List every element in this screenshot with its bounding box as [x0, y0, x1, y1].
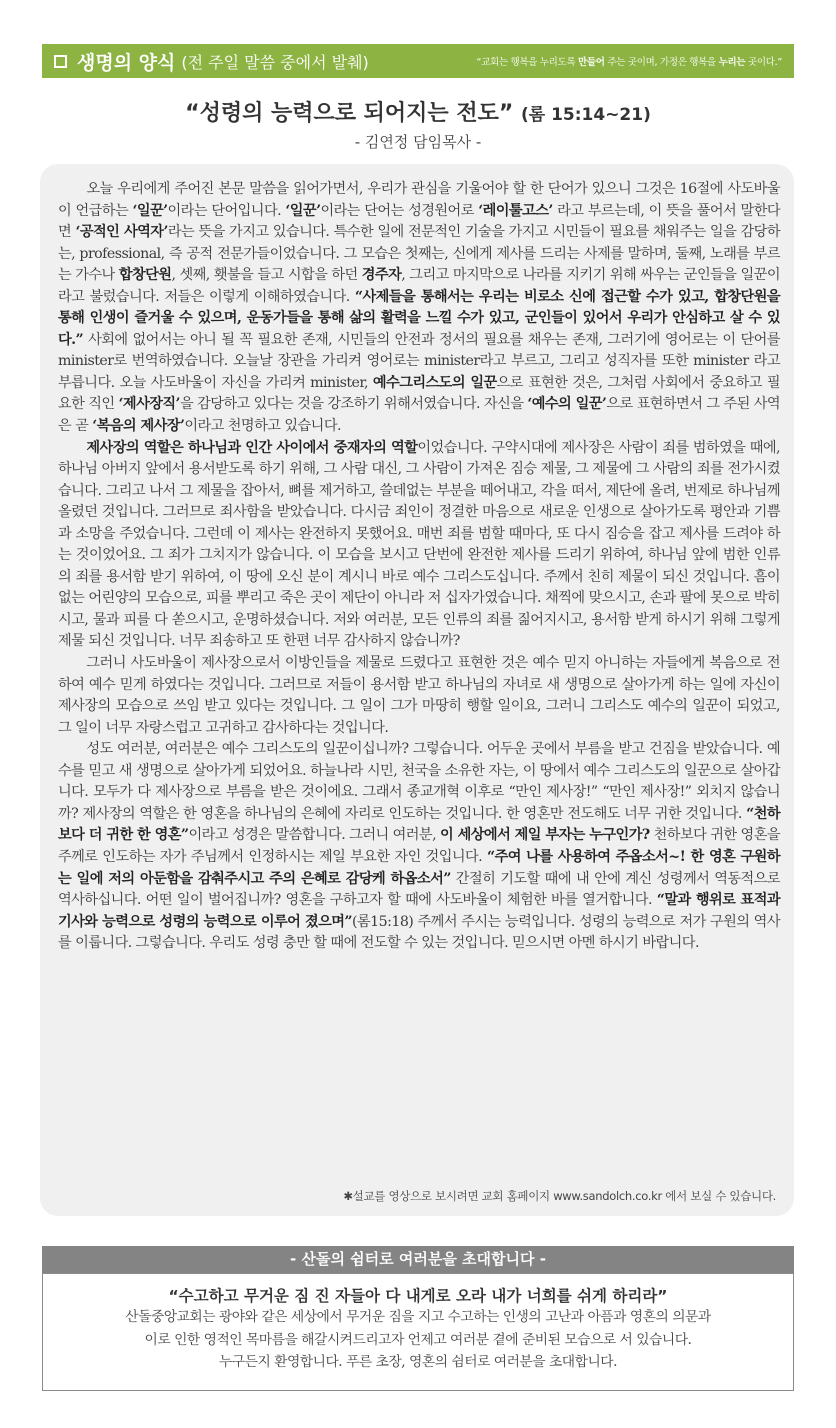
section-subtitle: (전 주일 말씀 중에서 발췌): [181, 52, 369, 72]
invite-box: [42, 1273, 794, 1391]
sermon-paragraph: [58, 739, 780, 954]
sermon-body: [40, 164, 794, 1216]
body-text: , 그리고 마지막으로 나라를 지키기 위해 싸우는 군인들을 일꾼이라고 불렀습니다. 저들은 이렇게 이해하였습니다.: [58, 267, 780, 305]
emphasis-text: “주여 나를 사용하여 주옵소서~! 한 영혼 구원하는 일에 저의 아둔함을 감춰주시고 주의 은혜로 감당케 하옵소서”: [58, 848, 780, 887]
sermon-paragraph: [58, 179, 780, 438]
header-tagline: “교회는 행복을 누리도록 만들어 주는 곳이며, 가정은 행복을 누리는 곳이다.”: [476, 57, 782, 68]
body-text: 성도 여러분, 여러분은 예수 그리스도의 일꾼이십니까? 그렇습니다. 어두운 곳에서 부름을 받고 건짐을 받았습니다. 예수를 믿고 새 생명으로 살아가게 되었어요. 하늘나라 시민, 천국을 소유한 자는, 이 땅에서 예수 그리스도의 일꾼으로 살아갑니다. 모두가 다 제사장으로 부름을 받은 것이에요. 그래서 종교개혁 이후로 “만인 제사장!” “만인 제사장!” 외치지 않습니까? 제사장의 역할은 한 영혼을 하나님의 은혜에 자리로 인도하는 것입니다. 한 영혼만 전도해도 너무 귀한 것입니다.: [58, 741, 780, 822]
emphasis-text: ‘제사장직’: [118, 396, 180, 413]
body-text: 으로 표현한 것은, 그처럼 사회에서 중요하고 필요한 직인: [58, 374, 781, 413]
body-text: (롬15:18) 주께서 주시는 능력입니다. 성령의 능력으로 저가 구원의 역사를 이룹니다. 그렇습니다. 우리도 성령 충만 할 때에 전도할 수 있는 것입니다. 믿으시면 아멘 하시기 바랍니다.: [58, 913, 780, 952]
body-text: 오늘 우리에게 주어진 본문 말씀을 읽어가면서, 우리가 관심을 기울어야 할 한 단어가 있으니 그것은 16절에 사도바울이 언급하는: [58, 181, 780, 219]
body-text: , 셋째, 횃불을 들고 시합을 하던: [171, 267, 362, 284]
preacher-name: - 김연정 담임목사 -: [354, 133, 482, 151]
section-title: 생명의 양식: [77, 51, 176, 74]
sermon-paragraph: [58, 438, 780, 653]
emphasis-text: “말과 행위로 표적과 기사와 능력으로 성령의 능력으로 이루어 졌으며”: [58, 892, 780, 930]
body-text: 이라고 천명하고 있습니다.: [184, 418, 341, 435]
body-text: 라고 부르는데, 이 뜻을 풀어서 말한다면: [58, 202, 781, 241]
emphasis-text: ‘일꾼’: [285, 202, 321, 219]
invite-line: 누구든지 환영합니다. 푸른 초장, 영혼의 쉼터로 여러분을 초대합니다.: [218, 1354, 618, 1370]
sermon-title: [0, 96, 836, 127]
emphasis-text: “천하보다 더 귀한 한 영혼”: [58, 805, 780, 844]
invite-heading: - 산돌의 쉼터로 여러분을 초대합니다 -: [42, 1246, 794, 1273]
video-link-note: ✱설교를 영상으로 보시려면 교회 홈페이지 www.sandolch.co.kr 에서 보실 수 있습니다.: [343, 1189, 776, 1203]
square-bullet-icon: [54, 55, 67, 68]
emphasis-text: 합창단원: [118, 267, 172, 284]
emphasis-text: “사제들을 통해서는 우리는 비로소 신에 접근할 수가 있고, 합창단원을 통해 인생이 즐거울 수 있으며, 운동가들을 통해 삶의 활력을 느낄 수가 있고, 군인들이 있어서 우리가 안심하고 살 수 있다.”: [58, 288, 780, 348]
sermon-title-text: “성령의 능력으로 되어지는 전도”: [185, 101, 514, 126]
body-text: 이라는 단어는 성경원어로: [320, 202, 479, 219]
emphasis-text: 예수그리스도의 일꾼: [372, 374, 497, 391]
emphasis-text: ‘레이툴고스’: [478, 202, 553, 219]
scripture-reference: (롬 15:14~21): [520, 105, 651, 125]
invite-line: 이로 인한 영적인 목마름을 해갈시켜드리고자 언제고 여러분 곁에 준비된 모습으로 서 있습니다.: [144, 1331, 692, 1348]
emphasis-text: ‘공적인 사역자’: [75, 224, 168, 241]
emphasis-text: 경주자: [361, 267, 402, 284]
body-text: 을 감당하고 있다는 것을 강조하기 위해서였습니다. 자신을: [179, 396, 528, 413]
body-text: 이라고 성경은 말씀합니다. 그러니 여러분,: [188, 827, 441, 844]
sermon-paragraph: [58, 653, 780, 739]
body-text: 간절히 기도할 때에 내 안에 계신 성령께서 역동적으로 역사하십니다. 어떤 일이 벌어집니까? 영혼을 구하고자 할 때에 사도바울이 체험한 바를 열거합니다.: [58, 870, 781, 909]
body-text: 이었습니다. 구약시대에 제사장은 사람이 죄를 범하였을 때에, 하나님 아버지 앞에서 용서받도록 하기 위해, 그 사람 대신, 그 사람이 가져온 짐승 제물, 그 제물에 그 사람의 죄를 전가시켰습니다. 그리고 나서 그 제물을 잡아서, 뼈를 제거하고, 쓸데없는 부분을 떼어내고, 각을 떠서, 제단에 올려, 번제로 하나님께 올렸던 것입니다. 그러므로 죄사함을 받았습니다. 다시금 죄인이 정결한 마음으로 새로운 인생으로 살아가도록 평안과 기쁨과 소망을 주었습니다. 그런데 이 제사는 완전하지 못했어요. 매번 죄를 범할 때마다, 또 다시 짐승을 잡고 제사를 드려야 하는 것이었어요. 그 죄가 그치지가 않습니다. 이 모습을 보시고 단번에 완전한 제사를 드리기 위하여, 하나님 앞에 범한 인류의 죄를 용서함 받기 위하여, 이 땅에 오신 분이 계시니 바로 예수 그리스도십니다. 주께서 친히 제물이 되신 것입니다. 흠이 없는 어린양의 모습으로, 피를 뿌리고 죽은 곳이 제단이 아니라 저 십자가였습니다. 채찍에 맞으시고, 손과 팔에 못으로 박히시고, 물과 피를 다 쏟으시고, 운명하셨습니다. 저와 여러분, 모든 인류의 죄를 짊어지시고, 용서함 받게 하시기 위해 그렇게 제물 되신 것입니다. 너무 죄송하고 또 한편 너무 감사하지 않습니까?: [58, 439, 781, 650]
section-header-bar: [42, 44, 794, 78]
emphasis-text: ‘복음의 제사장’: [92, 418, 185, 435]
body-text: 이라는 단어입니다.: [167, 202, 286, 219]
invite-line: 산돌중앙교회는 광야와 같은 세상에서 무거운 짐을 지고 수고하는 인생의 고난과 아픔과 영혼의 의문과: [125, 1309, 711, 1325]
body-text: 천하보다 귀한 영혼을 주께로 인도하는 자가 주님께서 인정하시는 제일 부요한 자인 것입니다.: [58, 827, 780, 865]
body-text: 그러니 사도바울이 제사장으로서 이방인들을 제물로 드렸다고 표현한 것은 예수 믿지 아니하는 자들에게 복음으로 전하여 예수 믿게 하였다는 것입니다. 그러므로 저들이 용서함 받고 하나님의 자녀로 새 생명으로 살아가게 하는 일에 자신이 제사장의 모습으로 쓰임 받고 있다는 것입니다. 그 일이 그가 마땅히 행할 일이요, 그러니 그리스도 예수의 일꾼이 되었고, 그 일이 너무 자랑스럽고 고귀하고 감사하다는 것입니다.: [58, 655, 780, 736]
body-text: 라는 뜻을 가지고 있습니다. 특수한 일에 전문적인 기술을 가지고 시민들이 필요를 채워주는 일을 감당하는, professional, 즉 공적 전문가들이었습니다. 그 모습은 첫째는, 신에게 제사를 드리는 사제를 말하며, 둘째, 노래를 부르는 가수나: [58, 224, 780, 284]
body-text: 사회에 없어서는 아니 될 꼭 필요한 존재, 시민들의 안전과 정서의 필요를 채우는 존재, 그러기에 영어로는 이 단어를 minister로 번역하였습니다. 오늘날 장관을 가리켜 영어로는 minister라고 부르고, 그리고 성직자를 또한 minister 라고 부릅니다. 오늘 사도바울이 자신을 가리켜 minister,: [58, 331, 780, 391]
emphasis-text: 이 세상에서 제일 부자는 누구인가?: [440, 827, 650, 844]
emphasis-text: 제사장의 역할은 하나님과 인간 사이에서 중재자의 역할: [86, 439, 418, 456]
invite-verse: “수고하고 무거운 짐 진 자들아 다 내게로 오라 내가 너희를 쉬게 하리라”: [168, 1287, 668, 1305]
emphasis-text: ‘일꾼’: [132, 202, 168, 219]
emphasis-text: ‘예수의 일꾼’: [527, 396, 607, 413]
body-text: 으로 표현하면서 그 주된 사역은 곧: [58, 396, 781, 435]
